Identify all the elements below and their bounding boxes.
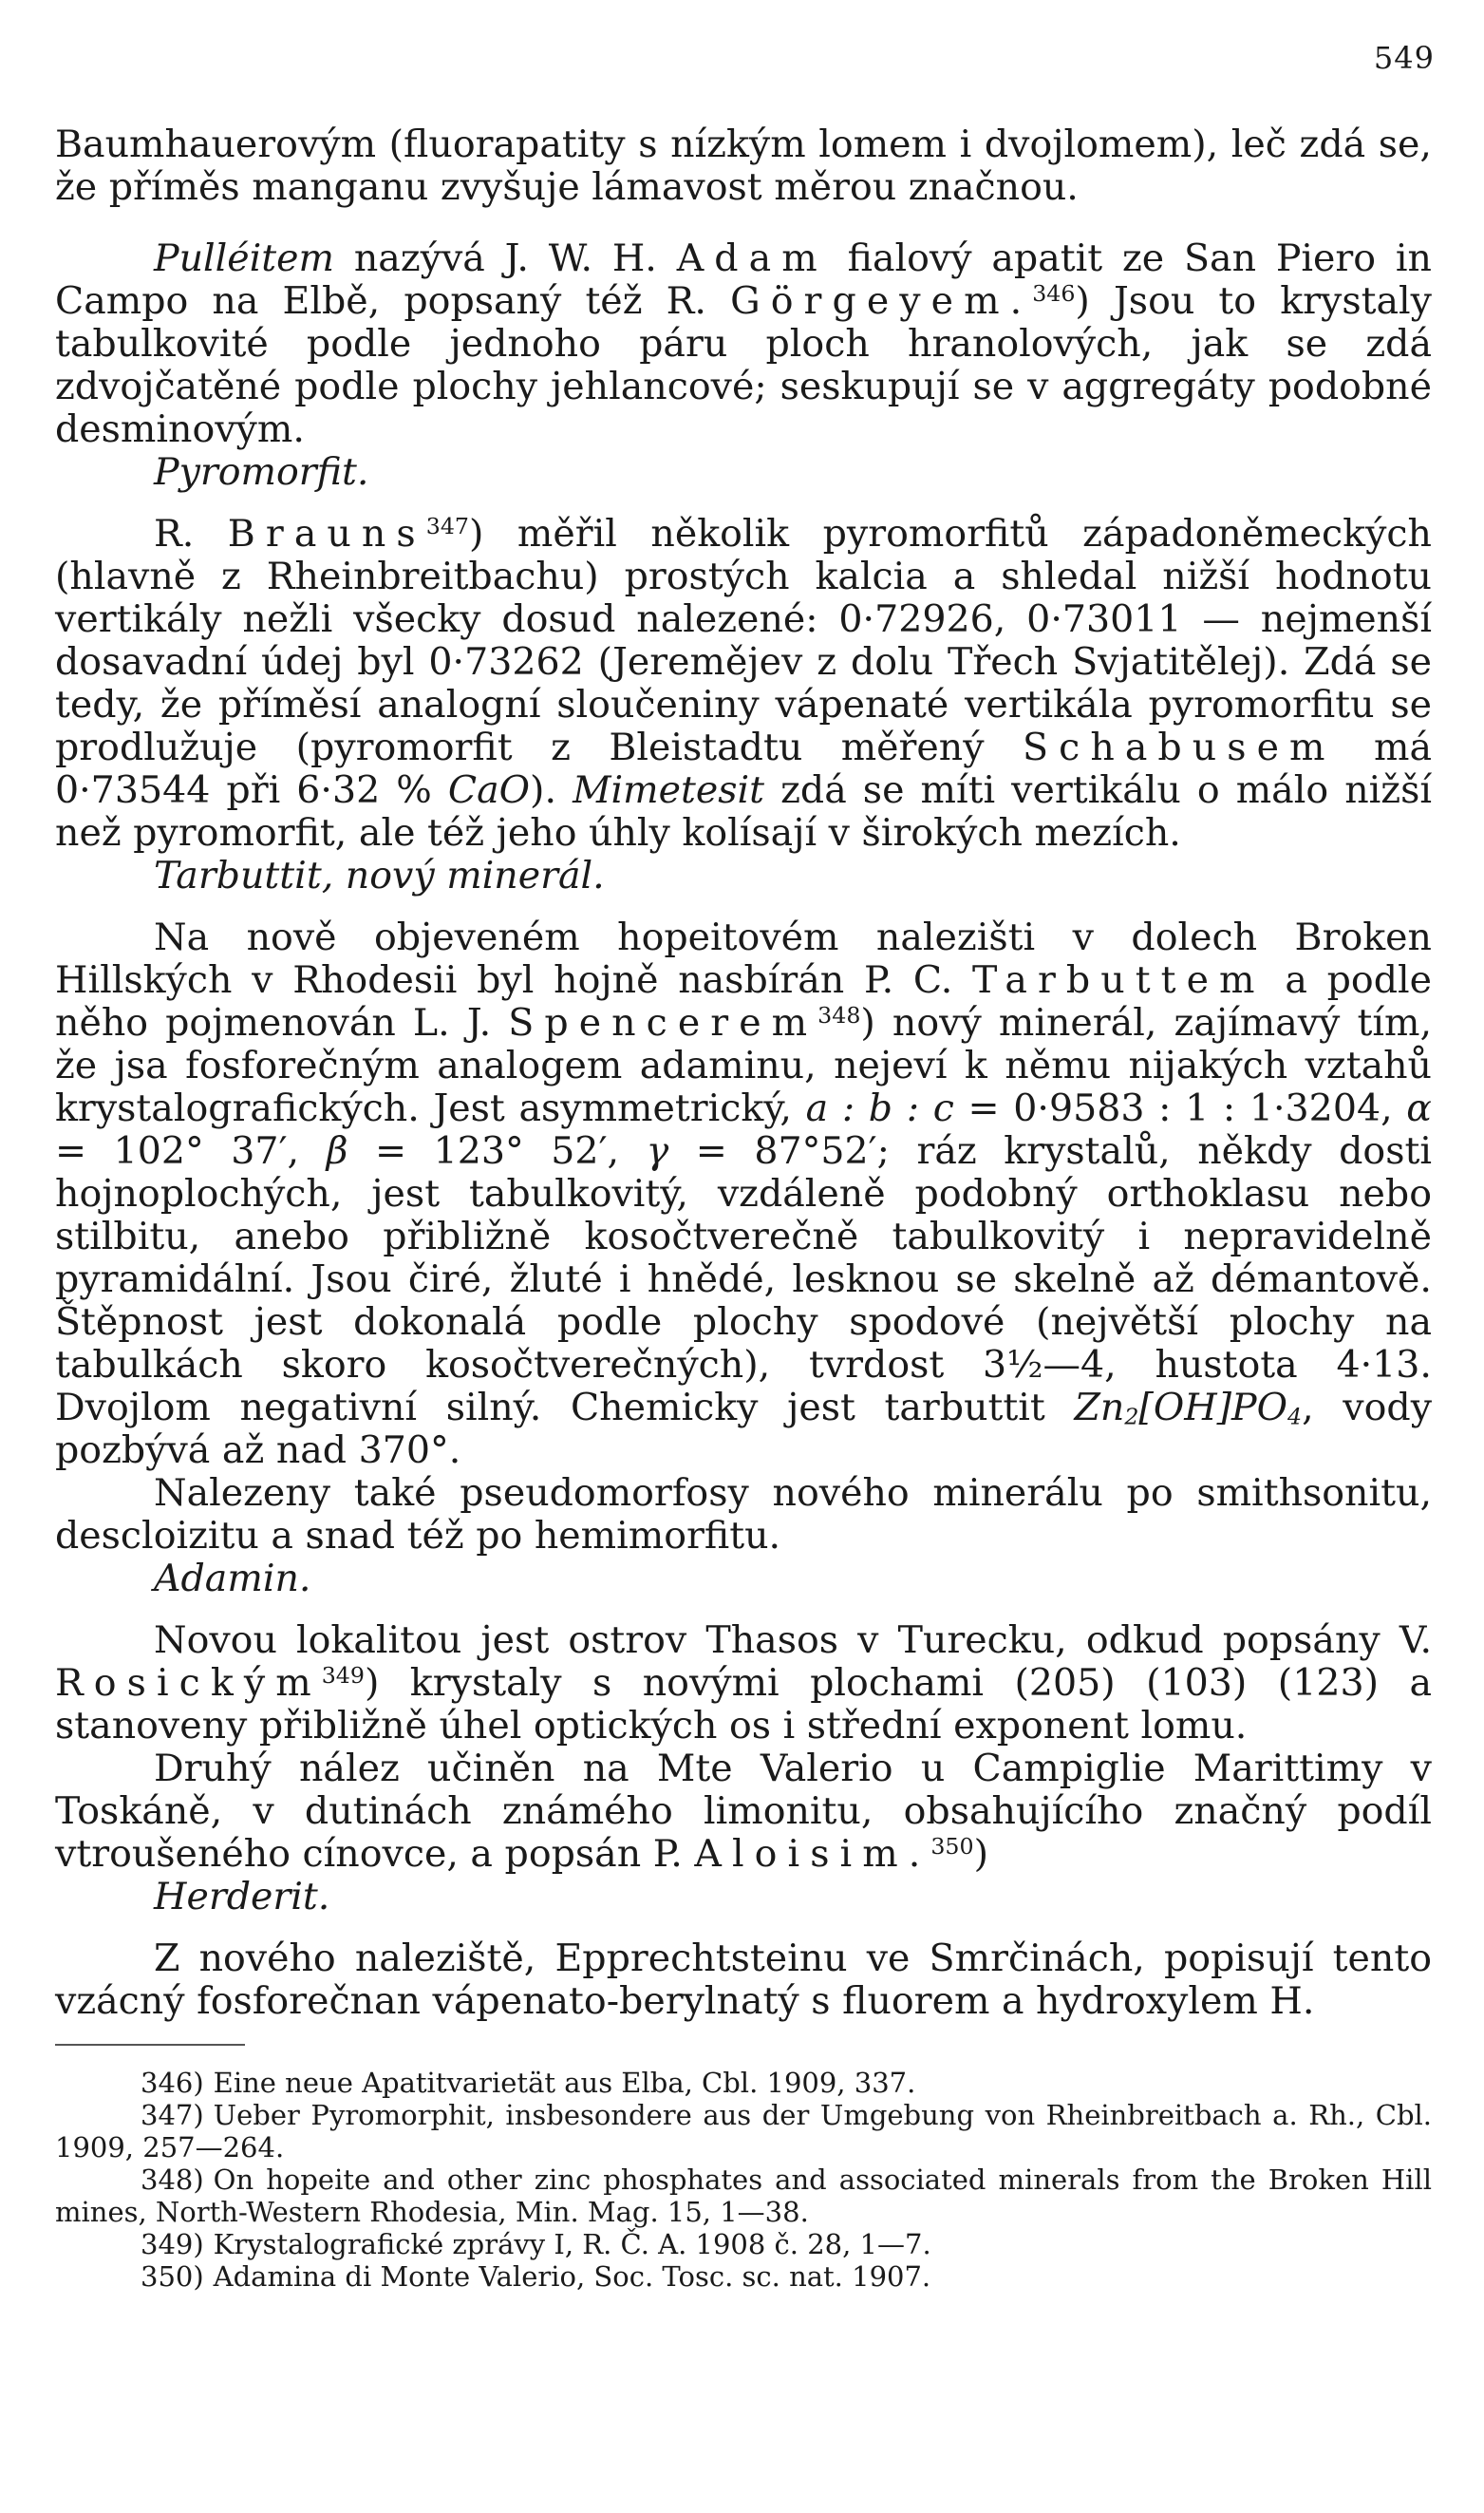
- paragraph-pyromorfit: [55, 513, 1432, 855]
- footnote-ref-347: 347: [425, 512, 469, 539]
- text-run: zdá se míti vertikálu o málo nižší než pyromorfit, ale též jeho úhly kolísají v širokých mezích.: [55, 768, 1432, 855]
- formula-cao: CaO: [447, 768, 531, 812]
- footnote-divider: [55, 2044, 245, 2046]
- footnote-ref-349: 349: [321, 1661, 365, 1689]
- text-run: = 0·9583 : 1 : 1·3204,: [953, 1086, 1407, 1130]
- paragraph-adamin-valerio: [55, 1748, 1432, 1876]
- text-run: nazývá J. W. H.: [334, 236, 677, 280]
- text-run: ) nový minerál, zajímavý tím, že jsa fosforečným analogem adaminu, nejeví k němu nijakých vztahů krystalografických. Jest asymmetrický,: [55, 1001, 1432, 1130]
- text-run: má 0·73544 při 6·32 %: [55, 726, 1433, 812]
- term-mimetesit: Mimetesit: [573, 768, 765, 812]
- footnote-mark: 347): [141, 2099, 204, 2131]
- footnote-mark: 346): [141, 2067, 204, 2099]
- formula-tarbuttit: [1074, 1386, 1302, 1429]
- footnote-mark: 350): [141, 2260, 204, 2293]
- angle-gamma: γ: [646, 1129, 669, 1173]
- paragraph-pulleite: [55, 237, 1432, 451]
- formula-subscript: 4: [1287, 1403, 1303, 1430]
- angle-alpha: α: [1406, 1086, 1432, 1130]
- footnote-348: [55, 2163, 1432, 2228]
- author-schabus: Schabusem: [1023, 726, 1336, 769]
- formula-part: Zn: [1074, 1386, 1125, 1429]
- author-gorgey: Görgeyem.: [730, 279, 1033, 323]
- footnote-350: [55, 2260, 1432, 2293]
- footnote-text: Krystalografické zprávy I, R. Č. A. 1908 č. 28, 1—7.: [213, 2228, 931, 2260]
- author-brauns: Brauns: [227, 512, 426, 556]
- footnote-text: Eine neue Apatitvarietät aus Elba, Cbl. 1909, 337.: [213, 2067, 916, 2099]
- footnote-text: Adamina di Monte Valerio, Soc. Tosc. sc. nat. 1907.: [213, 2260, 931, 2293]
- footnotes: [55, 2067, 1432, 2293]
- text-run: ) Jsou to krystaly tabulkovité podle jednoho páru ploch hranolových, jak se zdá zdvojčatěné podle plochy jehlancové; seskupují se v aggregáty podobné desminovým.: [55, 279, 1432, 451]
- text-run: R.: [154, 512, 228, 556]
- text-run: ) krystaly s novými plochami (205) (103) (123) a stanoveny přibližně úhel optických os i střední exponent lomu.: [55, 1661, 1432, 1748]
- footnote-349: [55, 2228, 1432, 2260]
- footnote-mark: 349): [141, 2228, 204, 2260]
- footnote-ref-348: 348: [817, 1001, 861, 1029]
- author-spencer: Spencerem: [508, 1001, 818, 1045]
- text-run: = 123° 52′,: [348, 1129, 647, 1173]
- paragraph-tarbuttit: [55, 916, 1432, 1472]
- page-number: 549: [1373, 40, 1435, 76]
- term-pulleite: Pulléitem: [154, 236, 334, 280]
- text-run: Druhý nález učiněn na Mte Valerio u Campiglie Marittimy v Toskáně, v dutinách známého limonitu, obsahujícího značný podíl vtroušeného cínovce, a popsán P.: [55, 1747, 1432, 1876]
- footnote-347: [55, 2099, 1432, 2163]
- axial-ratio-label: a : b : c: [805, 1086, 954, 1130]
- footnote-text: Ueber Pyromorphit, insbesondere aus der Umgebung von Rheinbreitbach a. Rh., Cbl. 1909, 257—264.: [55, 2099, 1432, 2163]
- author-tarbutt: Tarbuttem: [972, 958, 1266, 1002]
- footnote-ref-346: 346: [1032, 279, 1076, 307]
- author-rosicky: Rosickým: [55, 1661, 322, 1705]
- footnote-mark: 348): [141, 2163, 204, 2196]
- text-run: ).: [530, 768, 573, 812]
- paragraph-herderit: Z nového naleziště, Epprechtsteinu ve Smrčinách, popisují tento vzácný fosforečnan vápenato-berylnatý s fluorem a hydroxylem H.: [55, 1937, 1432, 2023]
- paragraph-adamin-thasos: [55, 1619, 1432, 1748]
- paragraph-baumhauer: Baumhauerovým (fluorapatity s nízkým lomem i dvojlomem), leč zdá se, že příměs manganu zvyšuje lámavost měrou značnou.: [55, 123, 1432, 209]
- text-run: , vody pozbývá až nad 370°.: [55, 1386, 1433, 1472]
- formula-subscript: 2: [1124, 1403, 1139, 1430]
- author-aloisi: Aloisim.: [694, 1832, 931, 1876]
- section-heading-pyromorfit: Pyromorfit.: [154, 450, 369, 494]
- text-run: Na nově objeveném hopeitovém nalezišti v dolech Broken Hillských v Rhodesii byl hojně nasbírán P. C.: [55, 916, 1432, 1002]
- text-run: fialový apatit ze San Piero in Campo na Elbě, popsaný též R.: [55, 236, 1432, 323]
- text-run: ) měřil několik pyromorfitů západoněmeckých (hlavně z Rheinbreitbachu) prostých kalcia a shledal nižší hodnotu vertikály nežli všecky dosud nalezené: 0·72926, 0·73011 — nejmenší dosavadní údej byl 0·73262 (Jeremějev z dolu Třech Svjatitělej). Zdá se tedy, že příměsí analogní sloučeniny vápenaté vertikála pyromorfitu se prodlužuje (pyromorfit z Bleistadtu měřený: [55, 512, 1432, 769]
- paragraph-pseudomorfosy: Nalezeny také pseudomorfosy nového minerálu po smithsonitu, descloizitu a snad též po hemimorfitu.: [55, 1471, 1432, 1558]
- footnote-text: On hopeite and other zinc phosphates and associated minerals from the Broken Hill mines, North-Western Rhodesia, Min. Mag. 15, 1—38.: [55, 2163, 1432, 2228]
- text-run: a podle něho pojmenován L. J.: [55, 958, 1432, 1045]
- page-body: [55, 123, 1432, 2293]
- footnote-ref-350: 350: [930, 1832, 974, 1860]
- text-run: Novou lokalitou jest ostrov Thasos v Turecku, odkud popsány V.: [154, 1618, 1432, 1662]
- section-heading-adamin: Adamin.: [154, 1557, 311, 1600]
- text-run: ): [973, 1832, 988, 1876]
- section-heading-herderit: Herderit.: [154, 1875, 330, 1918]
- angle-beta: β: [326, 1129, 348, 1173]
- text-run: = 102° 37′,: [55, 1129, 327, 1173]
- author-adam: Adam: [676, 236, 828, 280]
- text-run: = 87°52′; ráz krystalů, někdy dosti hojnoplochých, jest tabulkovitý, vzdáleně podobný orthoklasu nebo stilbitu, anebo přibližně kosočtverečně tabulkovitý i nepravidelně pyramidální. Jsou čiré, žluté i hnědé, lesknou se skelně až démantově. Štěpnost jest dokonalá podle plochy spodové (největší plochy na tabulkách skoro kosočtverečných), tvrdost 3½—4, hustota 4·13. Dvojlom negativní silný. Chemicky jest tarbuttit: [55, 1129, 1432, 1429]
- footnote-346: [55, 2067, 1432, 2099]
- section-heading-tarbuttit: Tarbuttit, nový minerál.: [154, 854, 605, 898]
- formula-part: [OH]PO: [1138, 1386, 1288, 1429]
